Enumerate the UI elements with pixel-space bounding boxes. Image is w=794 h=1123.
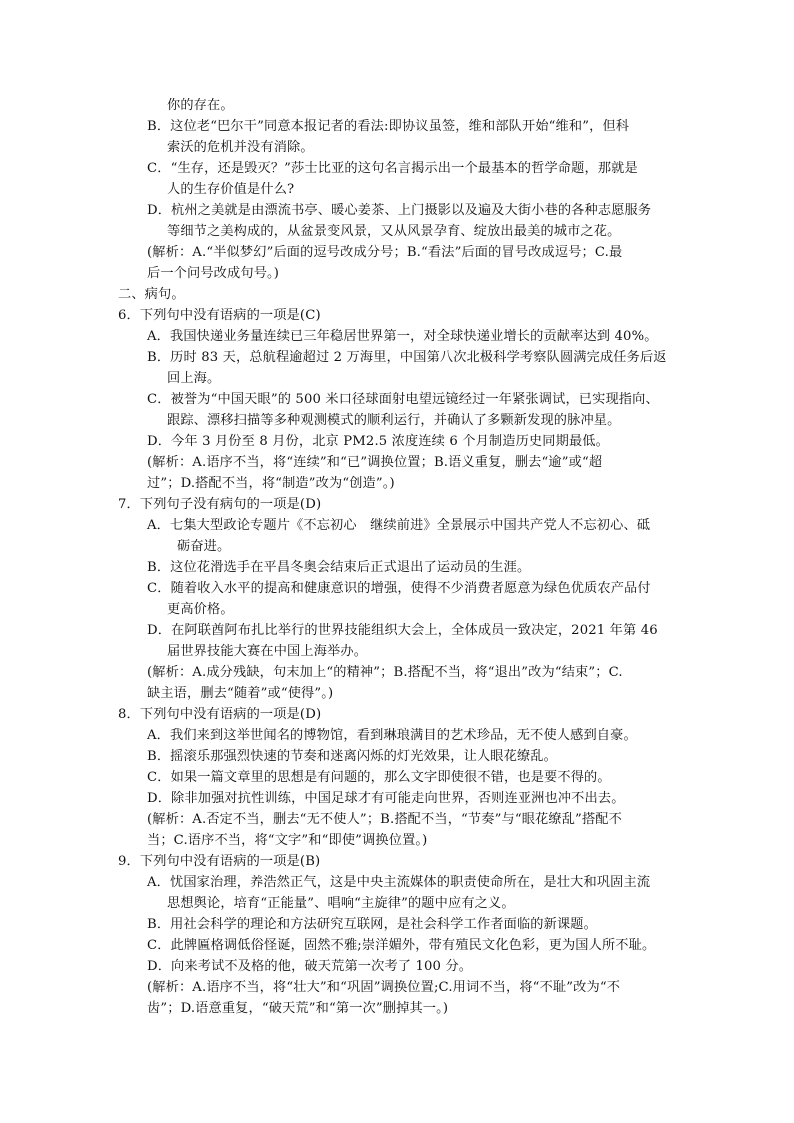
text-line: 更高价格。 [167, 602, 234, 617]
text-line: C．如果一篇文章里的思想是有问题的，那么文字即使很不错，也是要不得的。 [147, 770, 611, 785]
text-line: (解析：A.“半似梦幻”后面的逗号改成分号；B.“看法”后面的冒号改成逗号；C.最 [147, 245, 623, 260]
text-line: C．被誉为“中国天眼”的 500 米口径球面射电望远镜经过一年紧张调试，已实现指向、 [147, 392, 659, 407]
section-heading: 二、病句。 [118, 287, 185, 302]
text-line: 等细节之美构成的，从盆景变风景，又从风景孕育、绽放出最美的城市之花。 [167, 224, 621, 239]
text-line: 你的存在。 [167, 98, 234, 113]
text-line: A．七集大型政论专题片《不忘初心 继续前进》全景展示中国共产党人不忘初心、砥 [147, 518, 651, 533]
text-line: 过”；D.搭配不当，将“制造”改为“创造”。) [147, 476, 395, 491]
text-line: C．此牌匾格调低俗怪诞，固然不雅;崇洋媚外，带有殖民文化色彩，更为国人所不耻。 [147, 938, 656, 953]
text-line: 索沃的危机并没有消除。 [167, 140, 314, 155]
text-line: A．忧国家治理，养浩然正气，这是中央主流媒体的职责使命所在，是壮大和巩固主流 [147, 875, 651, 890]
text-line: 届世界技能大赛在中国上海举办。 [167, 644, 368, 659]
text-line: (解析：A.语序不当，将“壮大”和“巩固”调换位置;C.用词不当，将“不耻”改为“不 [147, 980, 621, 995]
question-stem: 9．下列句中没有语病的一项是(B) [118, 854, 321, 869]
text-line: 后一个问号改成句号。) [147, 266, 280, 281]
text-line: D．在阿联酋阿布扎比举行的世界技能组织大会上，全体成员一致决定，2021 年第 46 [147, 623, 658, 638]
question-stem: 6．下列句中没有语病的一项是(C) [118, 308, 321, 323]
text-line: 回上海。 [167, 371, 221, 386]
text-line: 齿”；D.语意重复，“破天荒”和“第一次”删掉其一。) [147, 1001, 449, 1016]
text-line: D．向来考试不及格的他，破天荒第一次考了 100 分。 [147, 959, 473, 974]
text-line: 人的生存价值是什么? [167, 182, 295, 197]
text-line: 砺奋进。 [177, 539, 231, 554]
text-line: D．除非加强对抗性训练，中国足球才有可能走向世界，否则连亚洲也冲不出去。 [147, 791, 625, 806]
text-line: 缺主语，删去“随着”或“使得”。) [147, 686, 334, 701]
text-line: D．今年 3 月份至 8 月份，北京 PM2.5 浓度连续 6 个月制造历史同期最低。 [147, 434, 609, 449]
text-line: 跟踪、漂移扫描等多种观测模式的顺利运行，并确认了多颗新发现的脉冲星。 [167, 413, 621, 428]
text-line: (解析：A.否定不当，删去“无不使人”；B.搭配不当，“节奏”与“眼花缭乱”搭配不 [147, 812, 622, 827]
text-line: (解析：A.语序不当，将“连续”和“已”调换位置；B.语义重复，删去“逾”或“超 [147, 455, 603, 470]
text-line: D．杭州之美就是由漂流书亭、暖心姜茶、上门摄影以及遍及大街小巷的各种志愿服务 [147, 203, 652, 218]
text-line: B．历时 83 天，总航程逾超过 2 万海里，中国第八次北极科学考察队圆满完成任务后返 [147, 350, 667, 365]
text-line: C．“生存，还是毁灭？”莎士比亚的这句名言揭示出一个最基本的哲学命题，那就是 [147, 161, 638, 176]
question-stem: 8．下列句中没有语病的一项是(D) [118, 707, 322, 722]
question-stem: 7．下列句子没有病句的一项是(D) [118, 497, 322, 512]
text-line: C．随着收入水平的提高和健康意识的增强，使得不少消费者愿意为绿色优质农产品付 [147, 581, 651, 596]
text-line: A．我们来到这举世闻名的博物馆，看到琳琅满目的艺术珍品，无不使人感到自豪。 [147, 728, 637, 743]
text-line: (解析：A.成分残缺，句末加上“的精神”；B.搭配不当，将“退出”改为“结束”；C. [147, 665, 623, 680]
text-line: B．摇滚乐那强烈快速的节奏和迷离闪烁的灯光效果，让人眼花缭乱。 [147, 749, 557, 764]
text-line: B．这位花滑选手在平昌冬奥会结束后正式退出了运动员的生涯。 [147, 560, 531, 575]
text-line: 思想舆论，培育“正能量”、唱响“主旋律”的题中应有之义。 [167, 896, 515, 911]
text-line: A．我国快递业务量连续已三年稳居世界第一，对全球快递业增长的贡献率达到 40%。 [147, 329, 658, 344]
text-line: B．用社会科学的理论和方法研究互联网，是社会科学工作者面临的新课题。 [147, 917, 597, 932]
text-line: 当；C.语序不当，将“文字”和“即使”调换位置。) [147, 833, 428, 848]
text-line: B．这位老“巴尔干”同意本报记者的看法:即协议虽签，维和部队开始“维和”，但科 [147, 119, 630, 134]
